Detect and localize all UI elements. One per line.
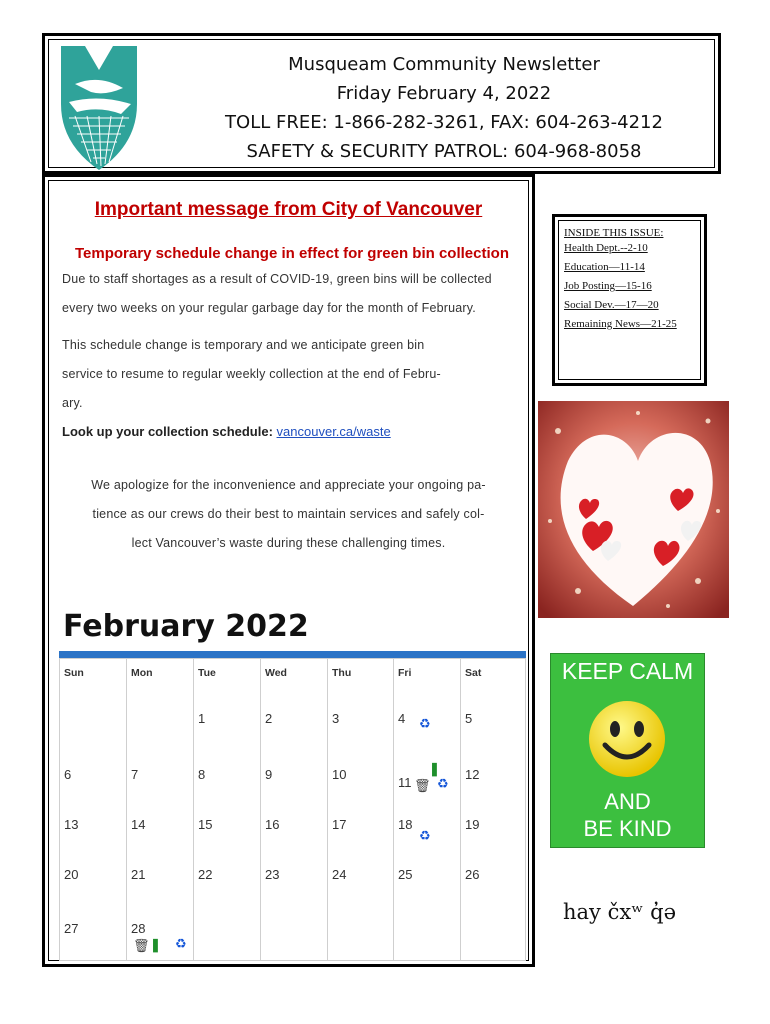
calendar-date: 7	[131, 767, 139, 782]
calendar-date: 26	[465, 867, 480, 882]
green-bin-icon: ❚	[150, 937, 161, 952]
garbage-bin-icon: 🗑	[133, 938, 150, 953]
column-divider	[327, 659, 328, 960]
calendar-date: 3	[332, 711, 340, 726]
kc-line: BE KIND	[583, 816, 672, 841]
calendar-date: 9	[265, 767, 273, 782]
calendar-accent-bar	[59, 651, 526, 658]
message-paragraph-1	[62, 265, 492, 323]
recycle-icon: ♻	[419, 716, 431, 731]
recycle-icon: ♻	[175, 936, 187, 951]
paragraph-line: lect Vancouver’s waste during these challenging times.	[131, 536, 446, 550]
toc-item-education[interactable]: Education—11-14	[564, 261, 645, 273]
column-divider	[260, 659, 261, 960]
paragraph-line: Due to staff shortages as a result of COVID-19, green bins will be collected	[62, 272, 492, 286]
message-paragraph-2	[62, 331, 441, 418]
apology-paragraph	[49, 471, 528, 558]
recycle-icon: ♻	[419, 828, 431, 843]
calendar-date: 20	[64, 867, 79, 882]
calendar-date: 13	[64, 817, 79, 832]
newsletter-header	[42, 33, 721, 174]
calendar-day-header: Thu	[332, 667, 352, 679]
calendar-title: February 2022	[63, 609, 309, 644]
calendar-date: 1	[198, 711, 206, 726]
green-bin-icon: ❚	[429, 761, 440, 776]
garbage-bin-icon: 🗑	[414, 778, 431, 793]
and-be-kind-text	[551, 788, 704, 842]
calendar-date: 16	[265, 817, 280, 832]
toc-item-job-posting[interactable]: Job Posting—15-16	[564, 280, 652, 292]
keep-calm-text: KEEP CALM	[561, 658, 694, 684]
message-subtitle: Temporary schedule change in effect for green bin collection	[75, 245, 509, 262]
recycle-icon: ♻	[437, 776, 449, 791]
calendar-grid	[59, 658, 526, 961]
toc-item-social-dev[interactable]: Social Dev.—17—20	[564, 299, 659, 311]
calendar-date: 14	[131, 817, 146, 832]
calendar-day-header: Fri	[398, 667, 412, 679]
paragraph-line: service to resume to regular weekly collection at the end of Febru-	[62, 367, 441, 381]
calendar-day-header: Tue	[198, 667, 216, 679]
paragraph-line: We apologize for the inconvenience and appreciate your ongoing pa-	[91, 478, 486, 492]
calendar-date: 19	[465, 817, 480, 832]
kc-line: AND	[604, 789, 651, 814]
paragraph-line: This schedule change is temporary and we anticipate green bin	[62, 338, 425, 352]
calendar-date: 18	[398, 817, 413, 832]
calendar-day-header: Wed	[265, 667, 287, 679]
calendar-date: 8	[198, 767, 206, 782]
calendar-day-header: Sun	[64, 667, 84, 679]
calendar-date: 27	[64, 921, 79, 936]
calendar-date: 28	[131, 921, 146, 936]
header-frame	[48, 39, 715, 168]
calendar-date: 5	[465, 711, 473, 726]
calendar-date: 22	[198, 867, 213, 882]
smiley-face-icon	[587, 699, 667, 779]
toc-item-health[interactable]: Health Dept.--2-10	[564, 242, 648, 254]
column-divider	[460, 659, 461, 960]
toc-heading: INSIDE THIS ISSUE:	[564, 227, 664, 239]
newsletter-title: Musqueam Community Newsletter	[288, 54, 600, 75]
valentine-hearts-image	[538, 401, 729, 618]
calendar-day-header: Sat	[465, 667, 482, 679]
paragraph-line: tience as our crews do their best to maintain services and safely col-	[92, 507, 485, 521]
toc-item-remaining-news[interactable]: Remaining News—21-25	[564, 318, 677, 330]
musqueam-logo	[55, 44, 143, 172]
calendar-date: 21	[131, 867, 146, 882]
calendar-date: 4	[398, 711, 406, 726]
message-title: Important message from City of Vancouver	[94, 199, 483, 220]
calendar-date: 25	[398, 867, 413, 882]
main-content-box	[42, 174, 535, 967]
column-divider	[193, 659, 194, 960]
inside-this-issue-box	[552, 214, 707, 386]
calendar-date: 11	[398, 775, 412, 790]
calendar-date: 2	[265, 711, 273, 726]
main-frame	[48, 180, 529, 961]
calendar-day-header: Mon	[131, 667, 153, 679]
salish-greeting: hay čxʷ q̓ə	[563, 900, 677, 924]
toll-free-fax: TOLL FREE: 1-866-282-3261, FAX: 604-263-4212	[225, 112, 663, 133]
calendar-date: 15	[198, 817, 213, 832]
calendar-date: 23	[265, 867, 280, 882]
calendar-date: 10	[332, 767, 347, 782]
lookup-label: Look up your collection schedule:	[62, 424, 273, 439]
column-divider	[393, 659, 394, 960]
calendar-date: 24	[332, 867, 347, 882]
calendar-date: 12	[465, 767, 480, 782]
header-text	[194, 50, 694, 166]
calendar-date: 6	[64, 767, 72, 782]
column-divider	[126, 659, 127, 960]
keep-calm-poster	[550, 653, 705, 848]
vancouver-waste-link[interactable]: vancouver.ca/waste	[276, 424, 391, 439]
newsletter-date: Friday February 4, 2022	[336, 83, 552, 104]
toc-frame	[558, 220, 701, 380]
lookup-line	[62, 424, 391, 439]
paragraph-line: ary.	[62, 396, 83, 410]
paragraph-line: every two weeks on your regular garbage day for the month of February.	[62, 301, 476, 315]
calendar-date: 17	[332, 817, 347, 832]
security-patrol-phone: SAFETY & SECURITY PATROL: 604-968-8058	[246, 141, 642, 162]
